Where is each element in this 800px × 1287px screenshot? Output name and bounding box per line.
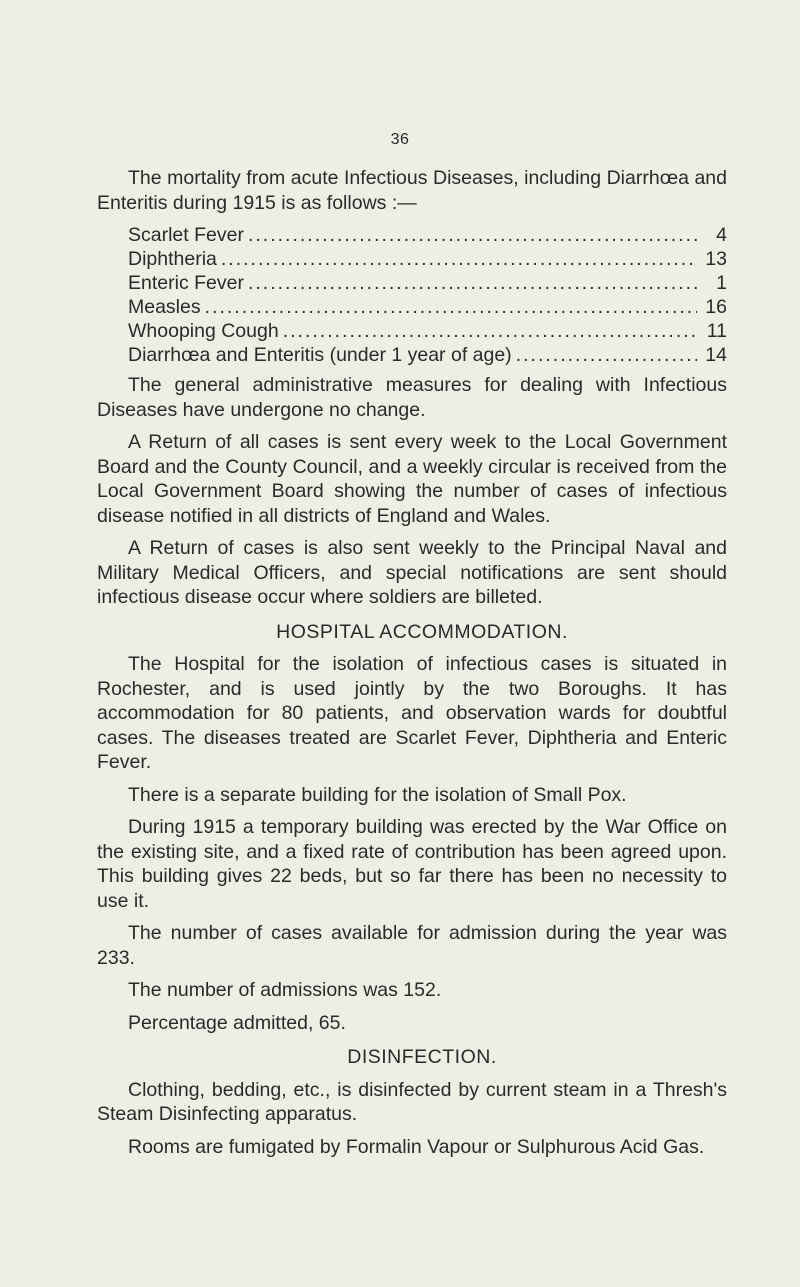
body-paragraph: The Hospital for the isolation of infectious cases is situated in Rochester, and is used jointly by the two Boroughs. It has accommodation for 80 patients, and observation wards for doubtful cases. The diseases treated are Scarlet Fever, Diphtheria and Enteric Fever. xyxy=(97,653,727,773)
intro-paragraph: The mortality from acute Infectious Diseases, including Diarrhœa and Enteritis during 1915 is as follows :— xyxy=(97,167,727,214)
body-paragraph: The general administrative measures for dealing with Infectious Diseases have undergone no change. xyxy=(97,374,727,421)
section-heading-hospital: HOSPITAL ACCOMMODATION. xyxy=(276,620,568,643)
disease-name: Scarlet Fever xyxy=(128,224,244,246)
disease-name: Whooping Cough xyxy=(128,320,279,342)
body-paragraph: There is a separate building for the isolation of Small Pox. xyxy=(128,783,627,806)
dot-leader xyxy=(248,271,697,296)
death-count: 14 xyxy=(705,344,727,366)
body-paragraph: A Return of all cases is sent every week to the Local Government Board and the County Council, and a weekly circular is received from the Local Government Board showing the number of cases of infectious disease notified in all districts of England and Wales. xyxy=(97,431,727,527)
page-number: 36 xyxy=(390,131,410,148)
death-count: 13 xyxy=(705,248,727,270)
body-paragraph: Rooms are fumigated by Formalin Vapour or Sulphurous Acid Gas. xyxy=(128,1135,705,1158)
mortality-row xyxy=(128,343,727,367)
document-body xyxy=(97,166,727,1159)
mortality-row xyxy=(128,247,727,271)
body-paragraph: During 1915 a temporary building was erected by the War Office on the existing site, and a fixed rate of contribution has been agreed upon. This building gives 22 beds, but so far there has been no necessity to use it. xyxy=(97,816,727,912)
mortality-row xyxy=(128,271,727,295)
mortality-table xyxy=(128,223,727,367)
section-heading-disinfection: DISINFECTION. xyxy=(347,1046,497,1068)
mortality-row xyxy=(128,319,727,343)
body-paragraph: Clothing, bedding, etc., is disinfected by current steam in a Thresh's Steam Disinfecting apparatus. xyxy=(97,1078,727,1125)
dot-leader xyxy=(221,247,697,272)
disease-name: Enteric Fever xyxy=(128,272,244,294)
disease-name: Diphtheria xyxy=(128,248,217,270)
body-paragraph: A Return of cases is also sent weekly to the Principal Naval and Military Medical Officers, and special notifications are sent should infectious disease occur where soldiers are billeted. xyxy=(97,537,727,608)
dot-leader xyxy=(205,295,697,320)
mortality-row xyxy=(128,223,727,247)
disease-name: Diarrhœa and Enteritis (under 1 year of age) xyxy=(128,344,512,366)
dot-leader xyxy=(283,319,697,344)
death-count: 11 xyxy=(706,320,727,342)
death-count: 16 xyxy=(705,296,727,318)
body-paragraph: The number of admissions was 152. xyxy=(128,979,442,1001)
body-paragraph: The number of cases available for admission during the year was 233. xyxy=(97,922,727,969)
mortality-row xyxy=(128,295,727,319)
dot-leader xyxy=(516,343,697,368)
death-count: 1 xyxy=(716,272,727,294)
disease-name: Measles xyxy=(128,296,201,318)
death-count: 4 xyxy=(716,224,727,246)
body-paragraph: Percentage admitted, 65. xyxy=(128,1011,346,1034)
dot-leader xyxy=(248,223,697,248)
